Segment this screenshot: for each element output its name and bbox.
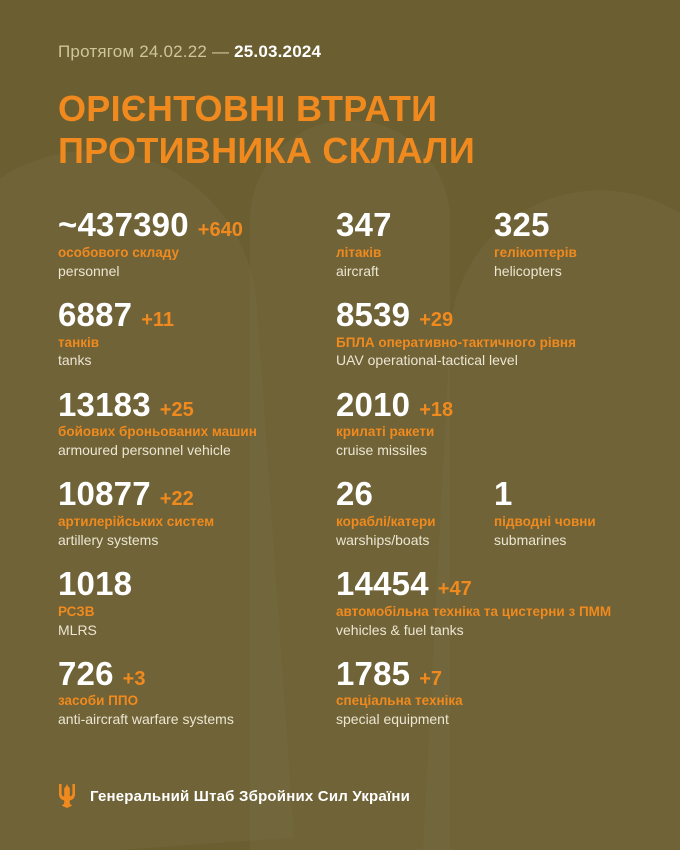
loss-item xyxy=(336,208,494,280)
loss-label-ua: РСЗВ xyxy=(58,603,95,619)
loss-delta: +29 xyxy=(419,308,454,331)
loss-item xyxy=(58,567,336,639)
loss-label-ua: автомобільна техніка та цистерни з ПММ xyxy=(336,603,612,619)
losses-row xyxy=(58,208,622,280)
loss-value: 1785 xyxy=(336,654,411,692)
loss-item xyxy=(494,477,622,549)
losses-row xyxy=(58,567,622,639)
loss-label-en: armoured personnel vehicle xyxy=(58,442,231,459)
loss-value-line xyxy=(336,477,486,512)
loss-delta: +3 xyxy=(122,667,146,690)
loss-item xyxy=(58,208,336,280)
loss-label-ua: танків xyxy=(58,334,100,350)
loss-label-en: tanks xyxy=(58,352,92,369)
footer-text: Генеральний Штаб Збройних Сил України xyxy=(90,787,411,805)
loss-delta: +18 xyxy=(419,398,454,421)
loss-label-en: helicopters xyxy=(494,262,562,279)
loss-value-line xyxy=(58,295,328,333)
period-dash: — xyxy=(211,42,230,61)
loss-value: 2010 xyxy=(336,385,411,423)
loss-item xyxy=(58,477,336,549)
loss-delta: +47 xyxy=(437,578,472,601)
loss-delta: +22 xyxy=(159,488,194,511)
loss-label-en: warships/boats xyxy=(336,531,430,548)
loss-item xyxy=(336,654,622,729)
trident-emblem-icon xyxy=(58,784,76,808)
loss-label-ua: артилерійських систем xyxy=(58,513,215,529)
loss-delta: +640 xyxy=(197,219,243,242)
loss-label-ua: спеціальна техніка xyxy=(336,693,463,709)
loss-value-line xyxy=(336,208,486,243)
loss-value: 1 xyxy=(494,475,513,513)
loss-item xyxy=(494,208,622,280)
loss-value: 325 xyxy=(494,206,550,244)
loss-delta: +7 xyxy=(419,667,443,690)
loss-value-line xyxy=(336,385,614,423)
losses-row xyxy=(58,295,622,370)
loss-value: 13183 xyxy=(58,385,151,423)
loss-value-line xyxy=(58,654,328,692)
loss-label-ua: гелікоптерів xyxy=(494,244,577,260)
loss-delta: +11 xyxy=(141,308,175,331)
loss-label-ua: підводні човни xyxy=(494,513,596,529)
page-title-line2: ПРОТИВНИКА СКЛАЛИ xyxy=(58,130,476,172)
footer xyxy=(58,784,410,808)
loss-item xyxy=(58,385,336,460)
loss-label-en: personnel xyxy=(58,262,120,279)
losses-row xyxy=(58,477,622,549)
loss-value: 1018 xyxy=(58,565,133,603)
loss-label-ua: кораблі/катери xyxy=(336,513,436,529)
loss-label-ua: особового складу xyxy=(58,244,179,260)
loss-label-ua: крилаті ракети xyxy=(336,424,435,440)
loss-value-line xyxy=(58,208,328,243)
loss-value: 26 xyxy=(336,475,374,513)
loss-label-ua: бойових броньованих машин xyxy=(58,424,257,440)
losses-grid xyxy=(58,208,622,728)
loss-label-en: submarines xyxy=(494,531,567,548)
loss-item xyxy=(336,567,622,639)
loss-value-line xyxy=(336,295,614,333)
loss-label-en: anti-aircraft warfare systems xyxy=(58,711,234,728)
loss-value-line xyxy=(58,477,328,512)
period-start: Протягом 24.02.22 xyxy=(58,42,208,61)
loss-item xyxy=(58,295,336,370)
loss-value: 726 xyxy=(58,654,114,692)
period-end: 25.03.2024 xyxy=(234,42,322,61)
loss-value-line xyxy=(336,567,614,602)
loss-item xyxy=(336,385,622,460)
loss-value: 10877 xyxy=(58,475,151,513)
loss-label-en: cruise missiles xyxy=(336,442,428,459)
loss-item xyxy=(58,654,336,729)
loss-value: 8539 xyxy=(336,295,411,333)
loss-value-line xyxy=(494,208,614,243)
loss-label-en: aircraft xyxy=(336,262,379,279)
loss-label-ua: літаків xyxy=(336,244,382,260)
loss-delta: +25 xyxy=(159,398,194,421)
period-line xyxy=(58,42,622,62)
loss-value-line xyxy=(58,567,328,602)
loss-label-en: UAV operational-tactical level xyxy=(336,352,518,369)
loss-label-en: artillery systems xyxy=(58,531,159,548)
loss-label-en: MLRS xyxy=(58,621,97,638)
loss-label-en: vehicles & fuel tanks xyxy=(336,621,464,638)
loss-label-ua: засоби ППО xyxy=(58,693,139,709)
loss-item xyxy=(336,295,622,370)
losses-row xyxy=(58,654,622,729)
loss-item xyxy=(336,477,494,549)
loss-value: 6887 xyxy=(58,295,133,333)
loss-value-line xyxy=(494,477,614,512)
page-title-line1: ОРІЄНТОВНІ ВТРАТИ xyxy=(58,88,438,129)
loss-value: ~437390 xyxy=(58,206,189,244)
loss-value: 347 xyxy=(336,206,392,244)
losses-row xyxy=(58,385,622,460)
loss-value-line xyxy=(58,385,328,423)
page-title xyxy=(58,88,622,172)
loss-label-en: special equipment xyxy=(336,711,449,728)
loss-value: 14454 xyxy=(336,565,429,603)
loss-label-ua: БПЛА оперативно-тактичного рівня xyxy=(336,334,576,350)
loss-value-line xyxy=(336,654,614,692)
